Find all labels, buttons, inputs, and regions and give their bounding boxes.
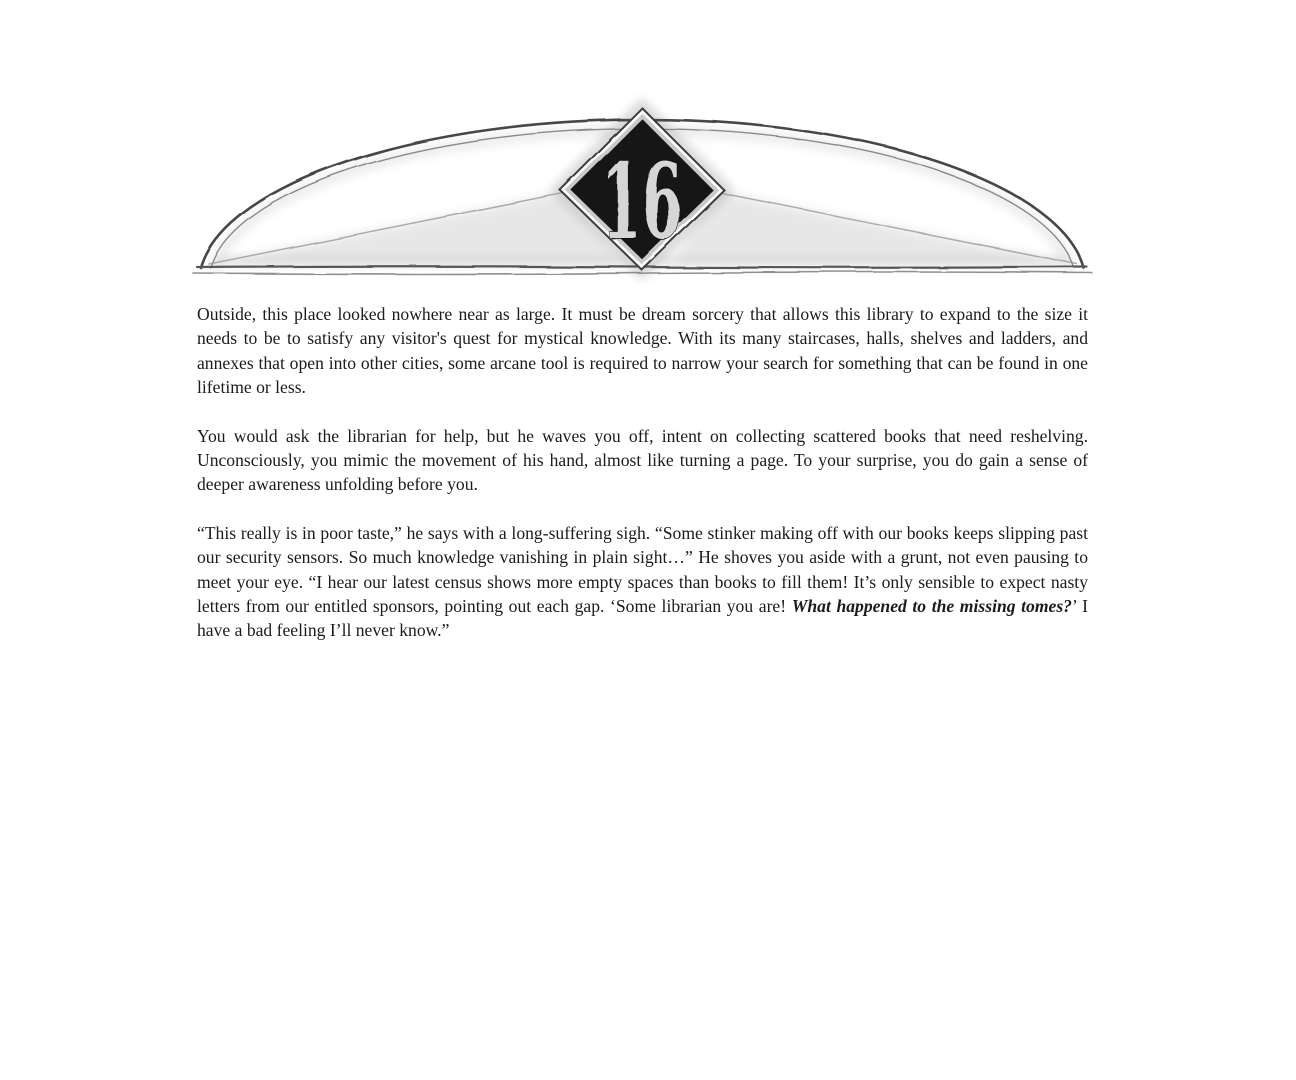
section-number: 16: [602, 140, 682, 263]
chapter-arch-illustration: [191, 92, 1094, 284]
story-paragraph: [197, 302, 1088, 400]
paragraph-text: “This really is in poor taste,” he says with a long-suffering sigh. “Some stinker making off with our books keeps slipping past our security sensors. So much knowledge vanishing in plain sight…” He shoves you aside with a grunt, not even pausing to meet your eye. “I hear our latest census shows more empty spaces than books to fill them! It’s only sensible to expect nasty letters from our entitled sponsors, pointing out each gap. ‘Some librarian you are!: [197, 522, 1088, 617]
paragraph-text: Outside, this place looked nowhere near as large. It must be dream sorcery that allows this library to expand to the size it needs to be to satisfy any visitor's quest for mystical knowledge. With its many staircases, halls, shelves and ladders, and annexes that open into other cities, some arcane tool is required to narrow your search for something that can be found in one lifetime or less.: [197, 304, 1088, 398]
story-paragraph: [197, 521, 1088, 643]
paragraph-text: You would ask the librarian for help, but he waves you off, intent on collecting scattered books that need reshelving. Unconsciously, you mimic the movement of his hand, almost like turning a page. To your surprise, you do gain a sense of deeper awareness unfolding before you.: [197, 425, 1088, 495]
paragraph-text: ’ I have a bad feeling I’ll never know.”: [197, 596, 1089, 641]
story-text-block: [197, 302, 1088, 667]
arch-baseline-lower: [193, 272, 1092, 274]
arch-drawing: [191, 92, 1094, 284]
story-paragraph: [197, 424, 1088, 497]
emphasized-question: What happened to the missing tomes?: [791, 596, 1072, 617]
